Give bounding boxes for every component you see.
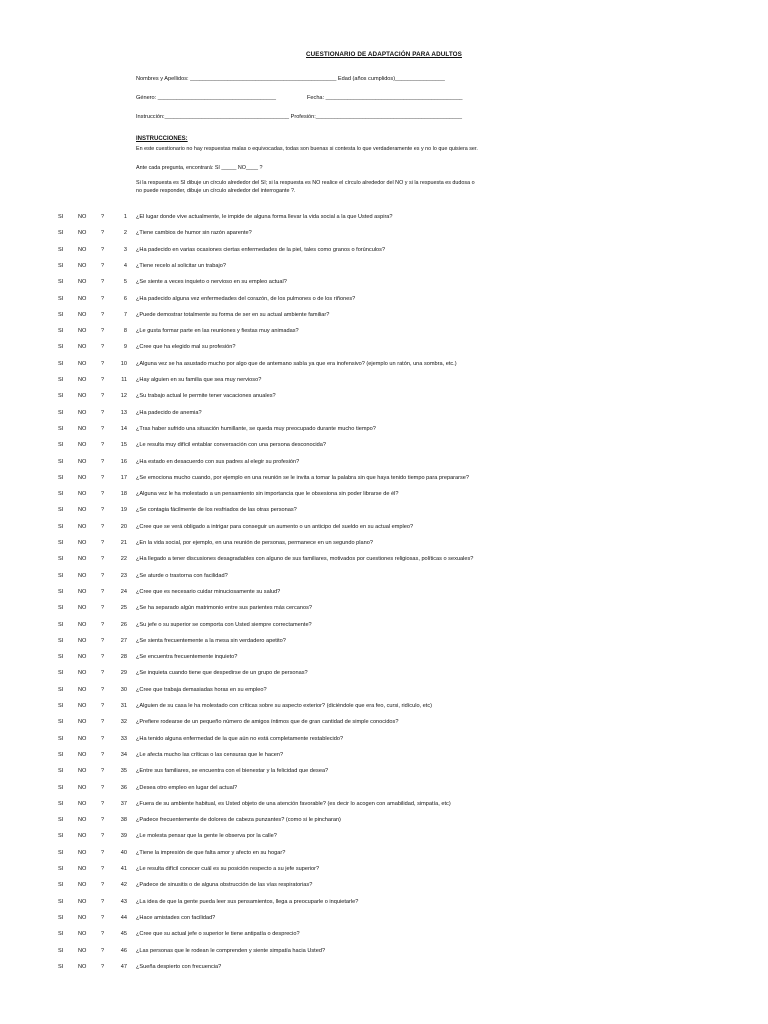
answer-unsure-option[interactable]: ? — [101, 686, 105, 693]
question-row — [0, 899, 768, 909]
answer-no-option[interactable]: NO — [78, 360, 87, 367]
answer-si-option[interactable]: SI — [58, 246, 64, 253]
answer-unsure-option[interactable]: ? — [101, 882, 105, 889]
question-row — [0, 833, 768, 843]
answer-si-option[interactable]: SI — [58, 458, 64, 465]
answer-no-option[interactable]: NO — [78, 474, 87, 481]
question-text: ¿Alguna vez se ha asustado mucho por algo que de antemano sabía ya que era inofensivo? (ejemplo un ratón, una sombra, etc.) — [136, 360, 457, 367]
answer-unsure-option[interactable]: ? — [101, 214, 105, 220]
answer-si-option[interactable]: SI — [58, 328, 64, 335]
answer-no-option[interactable]: NO — [78, 703, 87, 709]
answer-no-option[interactable]: NO — [78, 442, 87, 449]
question-text: ¿El lugar donde vive actualmente, le impide de alguna forma llevar la vida social a la que Usted aspira? — [136, 214, 393, 220]
name-age-field: Nombres y Apellidos: _______________________________________________ Edad (años cumplidos)________________ — [136, 76, 445, 82]
question-number: 33 — [120, 735, 127, 742]
question-row — [0, 915, 768, 925]
question-row — [0, 654, 768, 664]
answer-si-option[interactable]: SI — [58, 588, 64, 595]
question-text: ¿Entre sus familiares, se encuentra con el bienestar y la felicidad que desea? — [136, 768, 329, 775]
answer-no-option[interactable]: NO — [78, 523, 87, 530]
question-number: 18 — [120, 491, 127, 498]
answer-unsure-option[interactable]: ? — [101, 817, 105, 824]
question-text: ¿Cree que es necesario cuidar minuciosamente su salud? — [136, 588, 281, 595]
answer-unsure-option[interactable]: ? — [101, 393, 105, 400]
answer-si-option[interactable]: SI — [58, 947, 64, 954]
answer-no-option[interactable]: NO — [78, 311, 87, 318]
answer-unsure-option[interactable]: ? — [101, 377, 105, 383]
answer-unsure-option[interactable]: ? — [101, 328, 105, 335]
question-text: ¿Cree que trabaja demasiadas horas en su empleo? — [136, 686, 267, 693]
question-number: 23 — [120, 572, 127, 579]
question-text: ¿La idea de que la gente pueda leer sus pensamientos, llega a preocuparle o inquietarle? — [136, 898, 359, 905]
answer-unsure-option[interactable]: ? — [101, 556, 105, 563]
answer-si-option[interactable]: SI — [58, 295, 64, 302]
question-text: ¿En la vida social, por ejemplo, en una reunión de personas, permanece en un segundo plano? — [136, 540, 373, 546]
question-number: 5 — [123, 279, 127, 286]
question-text: ¿Cree que su actual jefe o superior le tiene antipatía o desprecio? — [136, 931, 300, 938]
answer-no-option[interactable]: NO — [78, 817, 87, 824]
question-row — [0, 866, 768, 876]
question-number: 12 — [120, 393, 127, 400]
answer-no-option[interactable]: NO — [78, 262, 87, 269]
question-row — [0, 556, 768, 566]
answer-no-option[interactable]: NO — [78, 540, 87, 546]
answer-si-option[interactable]: SI — [58, 833, 64, 840]
question-text: ¿Le molesta pensar que la gente le observa por la calle? — [136, 833, 277, 840]
question-text: ¿Se sienta frecuentemente a la mesa sin verdadero apetito? — [136, 637, 286, 644]
question-number: 30 — [120, 686, 127, 693]
answer-no-option[interactable]: NO — [78, 735, 87, 742]
answer-no-option[interactable]: NO — [78, 605, 87, 612]
question-number: 17 — [120, 474, 127, 481]
answer-unsure-option[interactable]: ? — [101, 914, 105, 921]
answer-unsure-option[interactable]: ? — [101, 442, 105, 449]
question-number: 42 — [120, 882, 127, 889]
question-number: 46 — [120, 947, 127, 954]
question-number: 14 — [120, 425, 127, 432]
question-number: 26 — [120, 621, 127, 628]
answer-no-option[interactable]: NO — [78, 866, 87, 872]
answer-no-option[interactable]: NO — [78, 377, 87, 383]
answer-si-option[interactable]: SI — [58, 637, 64, 644]
question-row — [0, 491, 768, 501]
answer-si-option[interactable]: SI — [58, 898, 64, 905]
question-number: 8 — [123, 328, 127, 335]
question-text: ¿Tiene cambios de humor sin razón aparente? — [136, 230, 252, 237]
answer-no-option[interactable]: NO — [78, 458, 87, 465]
question-text: ¿Cree que ha elegido mal su profesión? — [136, 344, 236, 351]
question-number: 27 — [120, 637, 127, 644]
question-row — [0, 393, 768, 403]
answer-no-option[interactable]: NO — [78, 931, 87, 938]
answer-no-option[interactable]: NO — [78, 849, 87, 856]
question-row — [0, 442, 768, 452]
question-number: 24 — [120, 588, 127, 595]
question-row — [0, 344, 768, 354]
answer-si-option[interactable]: SI — [58, 931, 64, 938]
answer-unsure-option[interactable]: ? — [101, 311, 105, 318]
answer-unsure-option[interactable]: ? — [101, 800, 105, 807]
answer-no-option[interactable]: NO — [78, 882, 87, 889]
question-row — [0, 361, 768, 371]
question-number: 4 — [123, 262, 127, 269]
question-number: 1 — [123, 214, 127, 220]
answer-no-option[interactable]: NO — [78, 425, 87, 432]
question-text: ¿Tiene la impresión de que falta amor y afecto en su hogar? — [136, 849, 286, 856]
answer-no-option[interactable]: NO — [78, 588, 87, 595]
question-number: 31 — [120, 703, 127, 709]
question-text: ¿Puede demostrar totalmente su forma de ser en su actual ambiente familiar? — [136, 311, 330, 318]
answer-si-option[interactable]: SI — [58, 654, 64, 661]
answer-no-option[interactable]: NO — [78, 621, 87, 628]
question-text: ¿Tiene recelo al solicitar un trabajo? — [136, 262, 226, 269]
answer-si-option[interactable]: SI — [58, 540, 64, 546]
question-number: 10 — [120, 360, 127, 367]
question-number: 2 — [123, 230, 127, 237]
answer-no-option[interactable]: NO — [78, 556, 87, 563]
answer-unsure-option[interactable]: ? — [101, 866, 105, 872]
question-row — [0, 214, 768, 224]
question-row — [0, 882, 768, 892]
date-field: Fecha: ____________________________________________ — [307, 95, 463, 101]
answer-no-option[interactable]: NO — [78, 784, 87, 791]
question-row — [0, 524, 768, 534]
answer-unsure-option[interactable]: ? — [101, 849, 105, 856]
question-row — [0, 426, 768, 436]
question-row — [0, 328, 768, 338]
answer-unsure-option[interactable]: ? — [101, 654, 105, 661]
question-text: ¿Ha padecido en varias ocasiones ciertas enfermedades de la piel, tales como granos o forúnculos? — [136, 246, 386, 253]
question-text: ¿Fuera de su ambiente habitual, es Usted objeto de una atención favorable? (es decir lo acogen con amabilidad, simpatía, etc) — [136, 800, 451, 807]
answer-no-option[interactable]: NO — [78, 507, 87, 514]
answer-unsure-option[interactable]: ? — [101, 540, 105, 546]
gender-field: Género: ______________________________________ — [136, 95, 276, 101]
question-number: 7 — [123, 311, 127, 318]
question-text: ¿Alguien de su casa le ha molestado con críticas sobre su aspecto exterior? (diciéndole que era feo, cursi, ridículo, etc) — [136, 703, 433, 709]
question-row — [0, 931, 768, 941]
question-text: ¿Su trabajo actual le permite tener vacaciones anuales? — [136, 393, 276, 400]
question-text: ¿Ha padecido de anemia? — [136, 409, 202, 416]
question-row — [0, 459, 768, 469]
question-text: ¿Le resulta muy difícil entablar conversación con una persona desconocida? — [136, 442, 326, 449]
answer-si-option[interactable]: SI — [58, 784, 64, 791]
question-number: 39 — [120, 833, 127, 840]
question-number: 44 — [120, 914, 127, 921]
answer-si-option[interactable]: SI — [58, 425, 64, 432]
question-number: 37 — [120, 800, 127, 807]
question-number: 9 — [123, 344, 127, 351]
instructions-paragraph-1: En este cuestionario no hay respuestas malas o equivocadas, todas son buenas si contesta lo que verdaderamente es y no lo que quisiera ser. — [136, 146, 478, 152]
question-text: ¿Prefiere rodearse de un pequeño número de amigos íntimos que de gran cantidad de simple conocidos? — [136, 719, 399, 726]
answer-no-option[interactable]: NO — [78, 947, 87, 954]
question-row — [0, 638, 768, 648]
answer-no-option[interactable]: NO — [78, 800, 87, 807]
question-number: 16 — [120, 458, 127, 465]
answer-si-option[interactable]: SI — [58, 344, 64, 351]
question-text: ¿Le gusta formar parte en las reuniones y fiestas muy animadas? — [136, 328, 299, 335]
answer-si-option[interactable]: SI — [58, 377, 64, 383]
question-number: 11 — [121, 377, 127, 383]
answer-no-option[interactable]: NO — [78, 686, 87, 693]
question-row — [0, 801, 768, 811]
education-profession-field: Instrucción:________________________________________ Profesión:_______________________________________________ — [136, 114, 462, 120]
document-title: CUESTIONARIO DE ADAPTACIÓN PARA ADULTOS — [306, 51, 462, 58]
answer-no-option[interactable]: NO — [78, 670, 87, 677]
answer-unsure-option[interactable]: ? — [101, 947, 105, 954]
question-row — [0, 230, 768, 240]
answer-no-option[interactable]: NO — [78, 751, 87, 758]
question-text: ¿Sueña despierto con frecuencia? — [136, 963, 222, 970]
question-number: 28 — [120, 654, 127, 661]
answer-si-option[interactable]: SI — [58, 230, 64, 237]
instructions-paragraph-3a: Si la respuesta es SI dibuje un círculo alrededor del SI; si la respuesta es NO realice el círculo alrededor del NO y si la respuesta es dudosa o — [136, 180, 475, 186]
question-row — [0, 670, 768, 680]
answer-no-option[interactable]: NO — [78, 914, 87, 921]
question-row — [0, 279, 768, 289]
answer-si-option[interactable]: SI — [58, 262, 64, 269]
answer-unsure-option[interactable]: ? — [101, 605, 105, 612]
question-text: ¿Se siente a veces inquieto o nervioso en su empleo actual? — [136, 279, 287, 286]
answer-no-option[interactable]: NO — [78, 393, 87, 400]
question-number: 20 — [120, 523, 127, 530]
instructions-paragraph-3b: no puede responder, dibuje un círculo alrededor del interrogante ?. — [136, 188, 296, 194]
question-row — [0, 247, 768, 257]
answer-unsure-option[interactable]: ? — [101, 458, 105, 465]
question-text: ¿Ha padecido alguna vez enfermedades del corazón, de los pulmones o de los riñones? — [136, 295, 356, 302]
answer-unsure-option[interactable]: ? — [101, 425, 105, 432]
answer-si-option[interactable]: SI — [58, 670, 64, 677]
question-text: ¿Cree que se verá obligado a intrigar para conseguir un aumento o un anticipo del sueldo en su actual empleo? — [136, 523, 414, 530]
answer-unsure-option[interactable]: ? — [101, 703, 105, 709]
question-row — [0, 785, 768, 795]
answer-no-option[interactable]: NO — [78, 572, 87, 579]
question-number: 38 — [120, 817, 127, 824]
question-text: ¿Le afecta mucho las críticas o las censuras que le hacen? — [136, 751, 284, 758]
answer-no-option[interactable]: NO — [78, 898, 87, 905]
answer-unsure-option[interactable]: ? — [101, 637, 105, 644]
question-text: ¿Ha tenido alguna enfermedad de la que aún no está completamente restablecido? — [136, 735, 344, 742]
answer-unsure-option[interactable]: ? — [101, 474, 105, 481]
answer-si-option[interactable]: SI — [58, 849, 64, 856]
question-text: ¿Se inquieta cuando tiene que despedirse de un grupo de personas? — [136, 670, 308, 677]
answer-unsure-option[interactable]: ? — [101, 751, 105, 758]
answer-si-option[interactable]: SI — [58, 621, 64, 628]
question-number: 15 — [120, 442, 127, 449]
answer-si-option[interactable]: SI — [58, 914, 64, 921]
answer-no-option[interactable]: NO — [78, 409, 87, 416]
answer-si-option[interactable]: SI — [58, 556, 64, 563]
question-text: ¿Las personas que le rodean le comprenden y siente simpatía hacia Usted? — [136, 947, 326, 954]
answer-unsure-option[interactable]: ? — [101, 621, 105, 628]
instructions-heading: INSTRUCCIONES: — [136, 136, 188, 142]
question-text: ¿Su jefe o su superior se comporta con Usted siempre correctamente? — [136, 621, 312, 628]
question-number: 45 — [120, 931, 127, 938]
answer-si-option[interactable]: SI — [58, 882, 64, 889]
answer-si-option[interactable]: SI — [58, 311, 64, 318]
answer-si-option[interactable]: SI — [58, 963, 64, 970]
answer-si-option[interactable]: SI — [58, 817, 64, 824]
question-text: ¿Se emociona mucho cuando, por ejemplo en una reunión se le invita a tomar la palabra sin que haya tenido tiempo para prepararse? — [136, 474, 470, 481]
question-row — [0, 817, 768, 827]
question-text: ¿Se encuentra frecuentemente inquieto? — [136, 654, 238, 661]
answer-unsure-option[interactable]: ? — [101, 295, 105, 302]
answer-no-option[interactable]: NO — [78, 654, 87, 661]
question-number: 21 — [120, 540, 127, 546]
question-number: 34 — [120, 751, 127, 758]
question-number: 13 — [120, 409, 127, 416]
instructions-paragraph-2: Ante cada pregunta, encontrará: SI _____ NO____ ? — [136, 165, 263, 171]
question-number: 35 — [120, 768, 127, 775]
answer-si-option[interactable]: SI — [58, 507, 64, 514]
question-row — [0, 540, 768, 550]
question-number: 25 — [120, 605, 127, 612]
answer-unsure-option[interactable]: ? — [101, 491, 105, 498]
question-text: ¿Se ha separado algún matrimonio entre sus parientes más cercanos? — [136, 605, 312, 612]
answer-unsure-option[interactable]: ? — [101, 588, 105, 595]
answer-no-option[interactable]: NO — [78, 963, 87, 970]
answer-unsure-option[interactable]: ? — [101, 735, 105, 742]
question-row — [0, 573, 768, 583]
question-number: 43 — [120, 898, 127, 905]
question-number: 6 — [123, 295, 127, 302]
question-text: ¿Se aturde o trastorna con facilidad? — [136, 572, 228, 579]
answer-si-option[interactable]: SI — [58, 523, 64, 530]
answer-unsure-option[interactable]: ? — [101, 507, 105, 514]
question-row — [0, 752, 768, 762]
answer-unsure-option[interactable]: ? — [101, 523, 105, 530]
question-number: 40 — [120, 849, 127, 856]
question-row — [0, 850, 768, 860]
question-text: ¿Hace amistades con facilidad? — [136, 914, 216, 921]
question-row — [0, 475, 768, 485]
answer-no-option[interactable]: NO — [78, 491, 87, 498]
answer-si-option[interactable]: SI — [58, 214, 64, 220]
answer-unsure-option[interactable]: ? — [101, 963, 105, 970]
question-row — [0, 736, 768, 746]
question-number: 22 — [120, 556, 127, 563]
question-row — [0, 964, 768, 974]
answer-si-option[interactable]: SI — [58, 800, 64, 807]
answer-si-option[interactable]: SI — [58, 735, 64, 742]
question-row — [0, 687, 768, 697]
answer-unsure-option[interactable]: ? — [101, 409, 105, 416]
answer-si-option[interactable]: SI — [58, 866, 64, 872]
answer-si-option[interactable]: SI — [58, 474, 64, 481]
question-row — [0, 719, 768, 729]
answer-si-option[interactable]: SI — [58, 279, 64, 286]
answer-unsure-option[interactable]: ? — [101, 833, 105, 840]
question-row — [0, 312, 768, 322]
question-row — [0, 263, 768, 273]
question-row — [0, 589, 768, 599]
question-number: 32 — [120, 719, 127, 726]
question-row — [0, 948, 768, 958]
question-number: 41 — [120, 866, 127, 872]
answer-si-option[interactable]: SI — [58, 393, 64, 400]
question-text: ¿Hay alguien en su familia que sea muy nervioso? — [136, 377, 262, 383]
answer-no-option[interactable]: NO — [78, 328, 87, 335]
answer-unsure-option[interactable]: ? — [101, 719, 105, 726]
question-text: ¿Ha llegado a tener discusiones desagradables con alguno de sus familiares, motivados por cuestiones religiosas, políticas o sexuales? — [136, 556, 474, 563]
question-row — [0, 377, 768, 387]
answer-si-option[interactable]: SI — [58, 719, 64, 726]
answer-unsure-option[interactable]: ? — [101, 898, 105, 905]
question-number: 36 — [120, 784, 127, 791]
question-text: ¿Padece de sinusitis o de alguna obstrucción de las vías respiratorias? — [136, 882, 313, 889]
answer-unsure-option[interactable]: ? — [101, 279, 105, 286]
answer-no-option[interactable]: NO — [78, 768, 87, 775]
answer-si-option[interactable]: SI — [58, 491, 64, 498]
question-text: ¿Alguna vez le ha molestado a un pensamiento sin importancia que le obsesiona sin poder librarse de él? — [136, 491, 399, 498]
answer-unsure-option[interactable]: ? — [101, 246, 105, 253]
answer-unsure-option[interactable]: ? — [101, 931, 105, 938]
answer-si-option[interactable]: SI — [58, 768, 64, 775]
answer-si-option[interactable]: SI — [58, 409, 64, 416]
answer-unsure-option[interactable]: ? — [101, 230, 105, 237]
question-text: ¿Desea otro empleo en lugar del actual? — [136, 784, 238, 791]
answer-no-option[interactable]: NO — [78, 214, 87, 220]
question-number: 47 — [120, 963, 127, 970]
answer-no-option[interactable]: NO — [78, 230, 87, 237]
question-row — [0, 507, 768, 517]
answer-si-option[interactable]: SI — [58, 605, 64, 612]
question-row — [0, 605, 768, 615]
answer-unsure-option[interactable]: ? — [101, 572, 105, 579]
question-text: ¿Tras haber sufrido una situación humillante, se queda muy preocupado durante mucho tiempo? — [136, 425, 376, 432]
question-row — [0, 296, 768, 306]
question-text: ¿Padece frecuentemente de dolores de cabeza punzantes? (como si le pincharan) — [136, 817, 341, 824]
answer-unsure-option[interactable]: ? — [101, 360, 105, 367]
answer-unsure-option[interactable]: ? — [101, 262, 105, 269]
answer-unsure-option[interactable]: ? — [101, 768, 105, 775]
answer-no-option[interactable]: NO — [78, 246, 87, 253]
question-row — [0, 768, 768, 778]
question-text: ¿Ha estado en desacuerdo con sus padres al elegir su profesión? — [136, 458, 300, 465]
answer-si-option[interactable]: SI — [58, 360, 64, 367]
question-row — [0, 622, 768, 632]
answer-si-option[interactable]: SI — [58, 686, 64, 693]
question-row — [0, 410, 768, 420]
answer-no-option[interactable]: NO — [78, 344, 87, 351]
question-row — [0, 703, 768, 713]
question-number: 29 — [120, 670, 127, 677]
answer-unsure-option[interactable]: ? — [101, 670, 105, 677]
question-text: ¿Le resulta difícil conocer cuál es su posición respecto a su jefe superior? — [136, 866, 320, 872]
answer-si-option[interactable]: SI — [58, 442, 64, 449]
answer-no-option[interactable]: NO — [78, 833, 87, 840]
answer-no-option[interactable]: NO — [78, 637, 87, 644]
answer-unsure-option[interactable]: ? — [101, 784, 105, 791]
question-number: 3 — [123, 246, 127, 253]
answer-no-option[interactable]: NO — [78, 719, 87, 726]
question-text: ¿Se contagia fácilmente de los resfriados de las otras personas? — [136, 507, 297, 514]
answer-si-option[interactable]: SI — [58, 703, 64, 709]
answer-unsure-option[interactable]: ? — [101, 344, 105, 351]
answer-si-option[interactable]: SI — [58, 572, 64, 579]
answer-si-option[interactable]: SI — [58, 751, 64, 758]
answer-no-option[interactable]: NO — [78, 295, 87, 302]
question-number: 19 — [120, 507, 127, 514]
answer-no-option[interactable]: NO — [78, 279, 87, 286]
